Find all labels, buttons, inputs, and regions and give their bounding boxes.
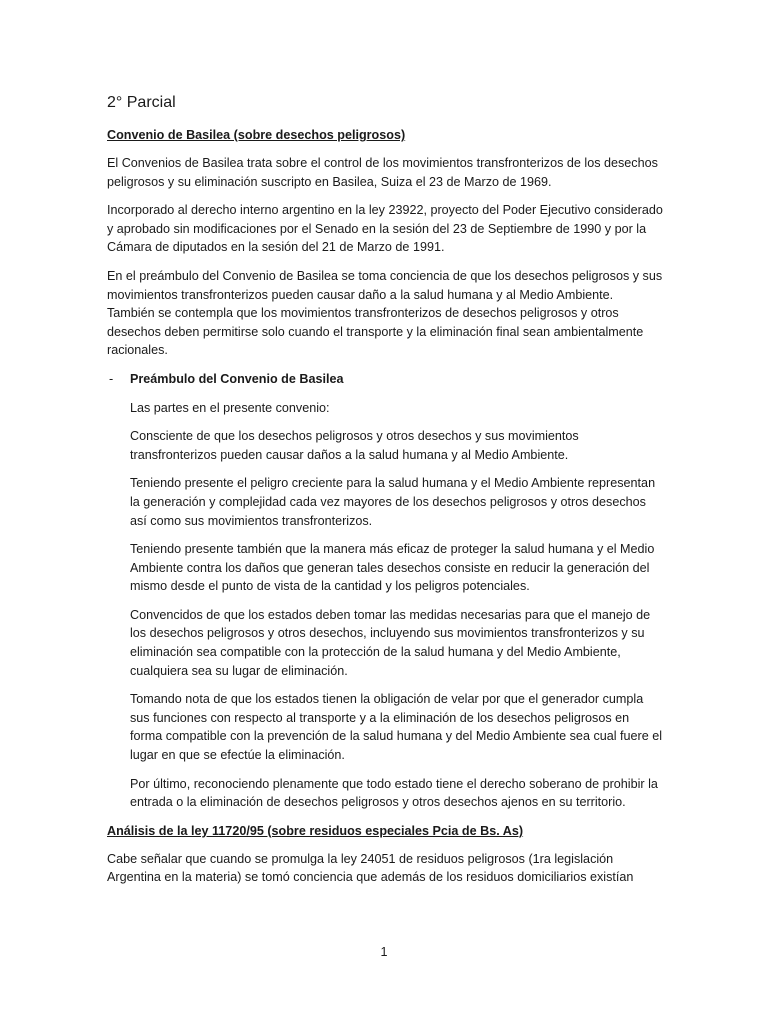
paragraph: Teniendo presente el peligro creciente para la salud humana y el Medio Ambiente representan la generación y complejidad cada vez mayores de los desechos peligrosos y otros desechos así como sus movimientos transfronterizos. [130, 476, 656, 528]
paragraph: Consciente de que los desechos peligrosos y otros desechos y sus movimientos transfronterizos pueden causar daños a la salud humana y al Medio Ambiente. [130, 429, 579, 462]
paragraph: Tomando nota de que los estados tienen la obligación de velar por que el generador cumpla sus funciones con respecto al transporte y a la eliminación de los desechos peligrosos en forma compatible con la prevención de la salud humana y del Medio Ambiente sea cual fuere el lugar en que se efectúe la eliminación. [130, 692, 663, 763]
section-heading-ley-11720: Análisis de la ley 11720/95 (sobre residuos especiales Pcia de Bs. As) [107, 823, 524, 838]
paragraph: En el preámbulo del Convenio de Basilea se toma conciencia de que los desechos peligrosos y sus movimientos transfronterizos pueden causar daño a la salud humana y al Medio Ambiente. También se contempla que los movimientos transfronterizos de desechos peligrosos y otros desechos deben permitirse solo cuando el transporte y la eliminación final sean ambientalmente racionales. [107, 268, 663, 358]
paragraph: Cabe señalar que cuando se promulga la ley 24051 de residuos peligrosos (1ra legislación Argentina en la materia) se tomó conciencia que además de los residuos domiciliarios existían [107, 851, 634, 885]
preamble-subsection [109, 370, 663, 812]
page-title: 2° Parcial [107, 94, 176, 111]
paragraph: El Convenios de Basilea trata sobre el control de los movimientos transfronterizos de los desechos peligrosos y su eliminación suscripto en Basilea, Suiza el 23 de Marzo de 1969. [107, 156, 658, 189]
paragraph: Convencidos de que los estados deben tomar las medidas necesarias para que el manejo de los desechos peligrosos y otros desechos, incluyendo sus movimientos transfronterizos y su eliminación sea compatible con la protección de la salud humana y del Medio Ambiente, cualquiera sea su lugar de eliminación. [130, 607, 651, 678]
subsection-heading-preamble: Preámbulo del Convenio de Basilea [130, 371, 344, 386]
bullet-dash: - [109, 371, 114, 386]
page-number: 1 [380, 945, 388, 959]
bullet-item [109, 370, 663, 389]
paragraph: Las partes en el presente convenio: [130, 400, 330, 415]
section-heading-basilea: Convenio de Basilea (sobre desechos peligrosos) [107, 128, 406, 142]
paragraph: Por último, reconociendo plenamente que todo estado tiene el derecho soberano de prohibir la entrada o la eliminación de desechos peligrosos y otros desechos ajenos en su territorio. [130, 776, 658, 810]
page-content [107, 92, 663, 897]
paragraph: Teniendo presente también que la manera más eficaz de proteger la salud humana y el Medio Ambiente contra los daños que generan tales desechos consiste en reducir la generación del mismo desde el punto de vista de la cantidad y los peligros potenciales. [130, 542, 655, 594]
paragraph: Incorporado al derecho interno argentino en la ley 23922, proyecto del Poder Ejecutivo considerado y aprobado sin modificaciones por el Senado en la sesión del 23 de Septiembre de 1990 y por la Cámara de diputados en la sesión del 21 de Marzo de 1991. [107, 203, 663, 255]
